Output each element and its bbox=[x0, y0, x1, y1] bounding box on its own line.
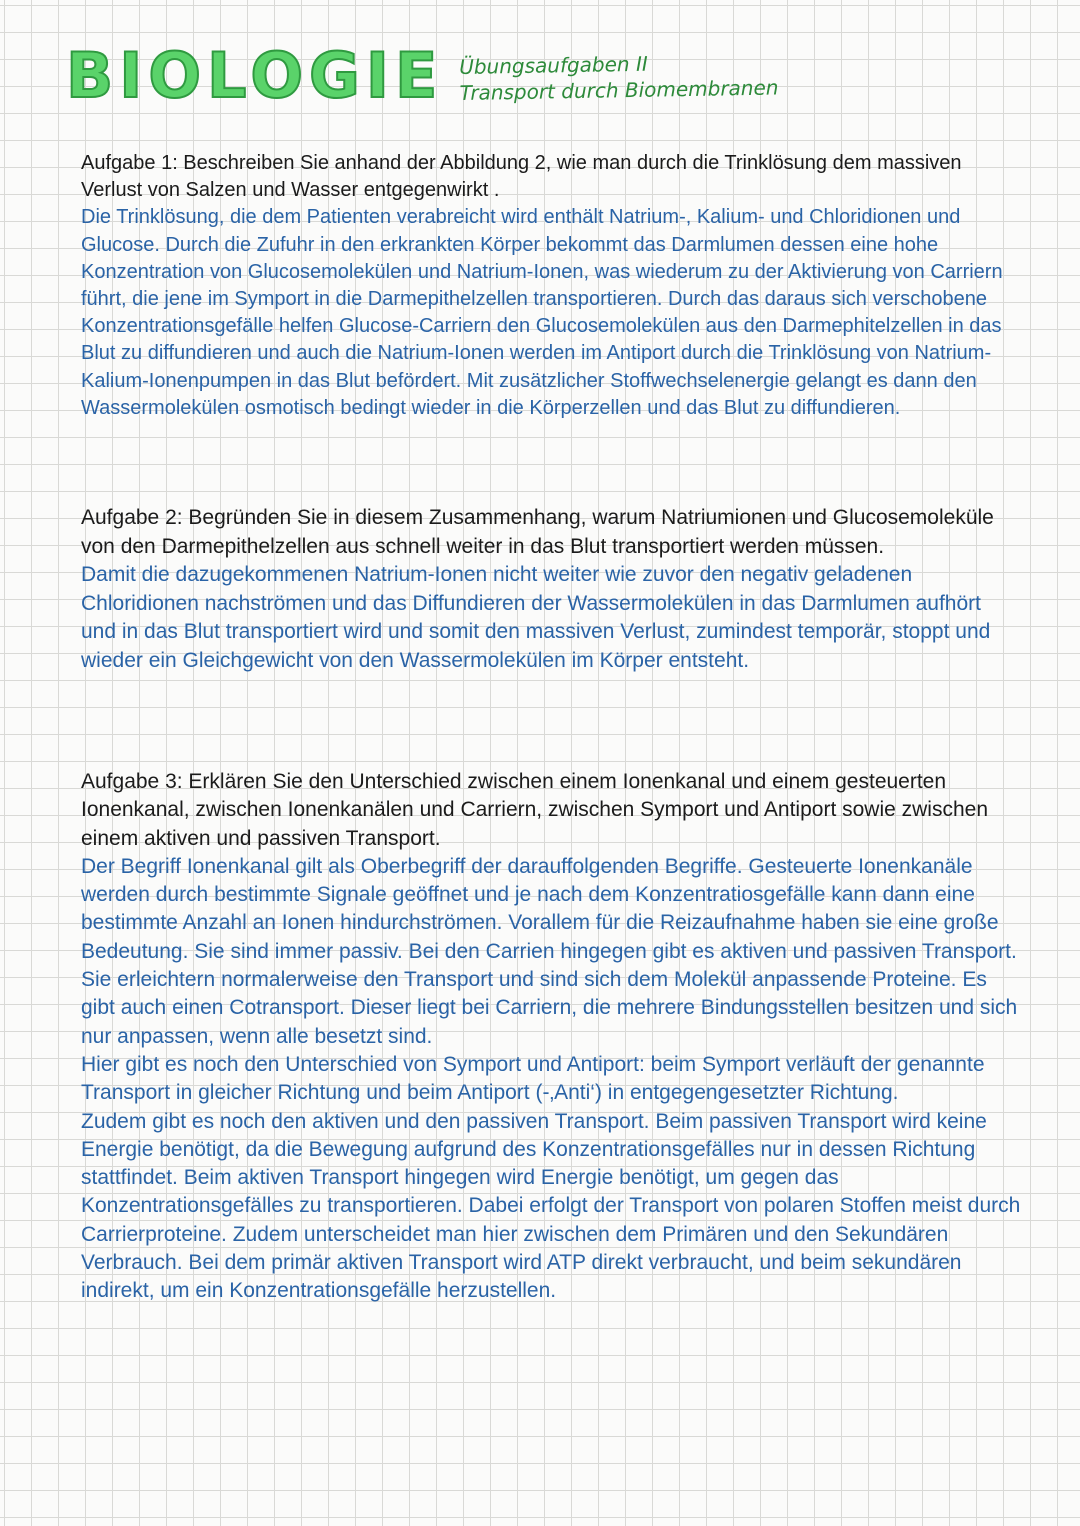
task-3-answer-paragraph-1: Der Begriff Ionenkanal gilt als Oberbegriff der darauffolgenden Begriffe. Gesteuerte Ionenkanäle werden durch bestimmte Signale geöffnet und je nach dem Konzentratiosgefälle kann dann eine bestimmte Anzahl an Ionen hindurchströmen. Vorallem für die Reizaufnahme haben sie eine große Bedeutung. Sie sind immer passiv. Bei den Carrien hingegen gibt es aktiven und passiven Transport. Sie erleichtern normalerweise den Transport und sind sich dem Molekül anpassende Proteine. Es gibt auch einen Cotransport. Dieser liegt bei Carriern, die mehrere Bindungsstellen besitzen und sich nur anpassen, wenn alle besetzt sind. bbox=[81, 854, 1018, 1048]
subtitle-line-2: Transport durch Biomembranen bbox=[459, 75, 779, 105]
task-3-answer bbox=[81, 853, 1021, 1306]
task-3-answer-paragraph-2: Hier gibt es noch den Unterschied von Symport und Antiport: beim Symport verläuft der genannte Transport in gleicher Richtung und beim Antiport (-‚Anti‘) in entgegengesetzter Richtung. bbox=[81, 1052, 985, 1105]
task-2 bbox=[81, 504, 1021, 675]
page-subtitle bbox=[459, 48, 779, 106]
task-3 bbox=[81, 768, 1021, 1306]
task-1-answer bbox=[81, 204, 1021, 422]
task-2-answer-paragraph: Damit die dazugekommenen Natrium-Ionen nicht weiter wie zuvor den negativ geladenen Chloridionen nachströmen und das Diffundieren der Wassermolekülen in das Darmlumen aufhört und in das Blut transportiert wird und somit den massiven Verlust, zumindest temporär, stoppt und wieder ein Gleichgewicht von den Wassermolekülen im Körper entsteht. bbox=[81, 563, 991, 672]
task-3-question: Aufgabe 3: Erklären Sie den Unterschied zwischen einem Ionenkanal und einem gesteuerten Ionenkanal, zwischen Ionenkanälen und Carriern, zwischen Symport und Antiport sowie zwischen einem aktiven und passiven Transport. bbox=[81, 770, 988, 850]
page-title: BIOLOGIE bbox=[66, 39, 444, 112]
page-header bbox=[66, 40, 966, 120]
task-1-answer-paragraph: Die Trinklösung, die dem Patienten verabreicht wird enthält Natrium-, Kalium- und Chloridionen und Glucose. Durch die Zufuhr in den erkrankten Körper bekommt das Darmlumen dessen eine hohe Konzentration von Glucosemolekülen und Natrium-Ionen, was wiederum zu der Aktivierung von Carriern führt, die jene im Symport in die Darmepithelzellen transportieren. Durch das daraus sich verschobene Konzentrationsgefälle helfen Glucose-Carriern den Glucosemolekülen aus den Darmephitelzellen in das Blut zu diffundieren und auch die Natrium-Ionen werden im Antiport durch die Trinklösung von Natrium-Kalium-Ionenpumpen in das Blut befördert. Mit zusätzlicher Stoffwechselenergie gelangt es dann den Wassermolekülen osmotisch bedingt wieder in die Körperzellen und das Blut zu diffundieren. bbox=[81, 206, 1003, 419]
task-1 bbox=[81, 150, 1021, 422]
task-2-question: Aufgabe 2: Begründen Sie in diesem Zusammenhang, warum Natriumionen und Glucosemoleküle von den Darmepithelzellen aus schnell weiter in das Blut transportiert werden müssen. bbox=[81, 506, 994, 558]
task-1-question: Aufgabe 1: Beschreiben Sie anhand der Abbildung 2, wie man durch die Trinklösung dem massiven Verlust von Salzen und Wasser entgegenwirkt . bbox=[81, 152, 962, 202]
task-2-answer bbox=[81, 561, 1021, 675]
task-3-answer-paragraph-3: Zudem gibt es noch den aktiven und den passiven Transport. Beim passiven Transport wird keine Energie benötigt, da die Bewegung aufgrund des Konzentrationsgefälles nur in dessen Richtung stattfindet. Beim aktiven Transport hingegen wird Energie benötigt, um gegen das Konzentrationsgefälles zu transportieren. Dabei erfolgt der Transport von polaren Stoffen meist durch Carrierproteine. Zudem unterscheidet man hier zwischen dem Primären und den Sekundären Verbrauch. Bei dem primär aktiven Transport wird ATP direkt verbraucht, und beim sekundären indirekt, um ein Konzentrationsgefälle herzustellen. bbox=[81, 1109, 1021, 1303]
subtitle-line-1: Übungsaufgaben II bbox=[459, 51, 648, 79]
